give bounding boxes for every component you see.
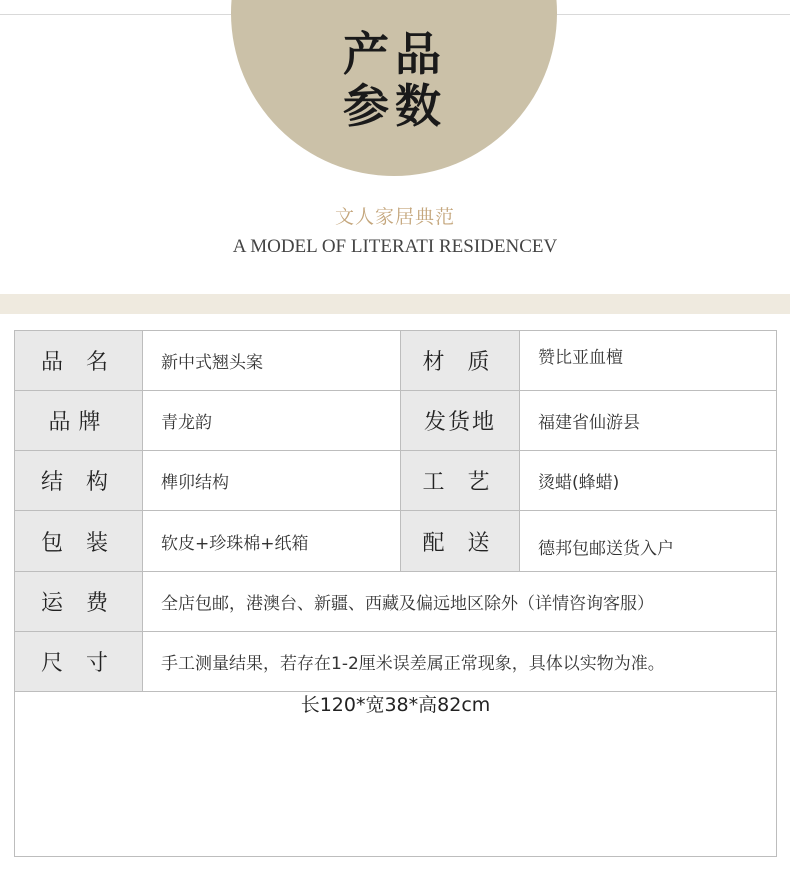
material-value: 赞比亚血檀 bbox=[519, 331, 776, 390]
package-value: 软皮+珍珠棉+纸箱 bbox=[142, 511, 400, 571]
spec-row-brand bbox=[15, 391, 776, 451]
decorative-band bbox=[0, 294, 790, 314]
section-title-line2: 参数 bbox=[343, 79, 447, 133]
material-label: 材 质 bbox=[400, 331, 519, 390]
spec-row-structure bbox=[15, 451, 776, 511]
tagline-chinese: 文人家居典范 bbox=[334, 206, 455, 228]
craft-value: 烫蜡(蜂蜡) bbox=[519, 451, 776, 510]
spec-row-package bbox=[15, 511, 776, 572]
spec-row-size bbox=[15, 632, 776, 692]
spec-table bbox=[14, 330, 777, 857]
delivery-label: 配 送 bbox=[400, 511, 519, 571]
dimensions-text: 长120*宽38*高82cm bbox=[300, 694, 491, 716]
craft-label: 工 艺 bbox=[400, 451, 519, 510]
brand-value: 青龙韵 bbox=[142, 391, 400, 450]
size-value: 手工测量结果，若存在1-2厘米误差属正常现象，具体以实物为准。 bbox=[142, 632, 776, 691]
size-label: 尺 寸 bbox=[15, 632, 142, 691]
name-label: 品 名 bbox=[15, 331, 142, 390]
origin-value: 福建省仙游县 bbox=[519, 391, 776, 450]
structure-label: 结 构 bbox=[15, 451, 142, 510]
origin-label: 发货地 bbox=[400, 391, 519, 450]
section-title-line1: 产品 bbox=[343, 27, 447, 81]
structure-value: 榫卯结构 bbox=[142, 451, 400, 510]
name-value: 新中式翘头案 bbox=[142, 331, 400, 390]
tagline-english: A MODEL OF LITERATI RESIDENCEV bbox=[232, 236, 558, 257]
spec-row-shipping bbox=[15, 572, 776, 632]
section-title bbox=[300, 28, 490, 132]
delivery-value: 德邦包邮送货入户 bbox=[519, 511, 776, 571]
shipping-label: 运 费 bbox=[15, 572, 142, 631]
brand-label: 品牌 bbox=[15, 391, 142, 450]
shipping-value: 全店包邮，港澳台、新疆、西藏及偏远地区除外（详情咨询客服） bbox=[142, 572, 776, 631]
package-label: 包 装 bbox=[15, 511, 142, 571]
spec-row-name bbox=[15, 331, 776, 391]
